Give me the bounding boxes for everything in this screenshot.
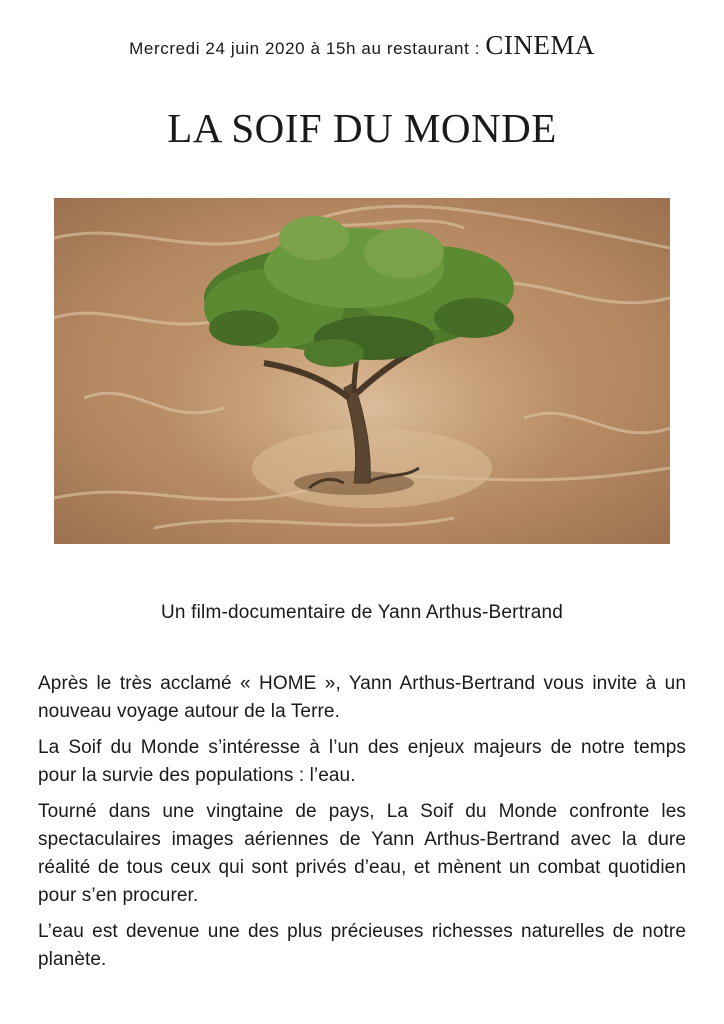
description-paragraph: L’eau est devenue une des plus précieuses richesses naturelles de notre planète. [38, 921, 686, 970]
film-poster-image [54, 198, 670, 544]
film-description [38, 670, 686, 982]
film-subtitle: Un film-documentaire de Yann Arthus-Bertrand [160, 602, 564, 623]
description-paragraph: La Soif du Monde s’intéresse à l’un des enjeux majeurs de notre temps pour la survie des populations : l’eau. [38, 737, 686, 786]
event-header [0, 30, 724, 61]
description-paragraph: Après le très acclamé « HOME », Yann Arthus-Bertrand vous invite à un nouveau voyage autour de la Terre. [38, 673, 686, 722]
event-category: CINEMA [485, 30, 595, 60]
event-date-line: Mercredi 24 juin 2020 à 15h au restaurant : [129, 39, 486, 58]
page-title: LA SOIF DU MONDE [167, 105, 557, 151]
description-paragraph: Tourné dans une vingtaine de pays, La Soif du Monde confronte les spectaculaires images aériennes de Yann Arthus-Bertrand avec la dure réalité de tous ceux qui sont privés d’eau, et mènent un combat quotidien pour s’en procurer. [38, 801, 686, 906]
